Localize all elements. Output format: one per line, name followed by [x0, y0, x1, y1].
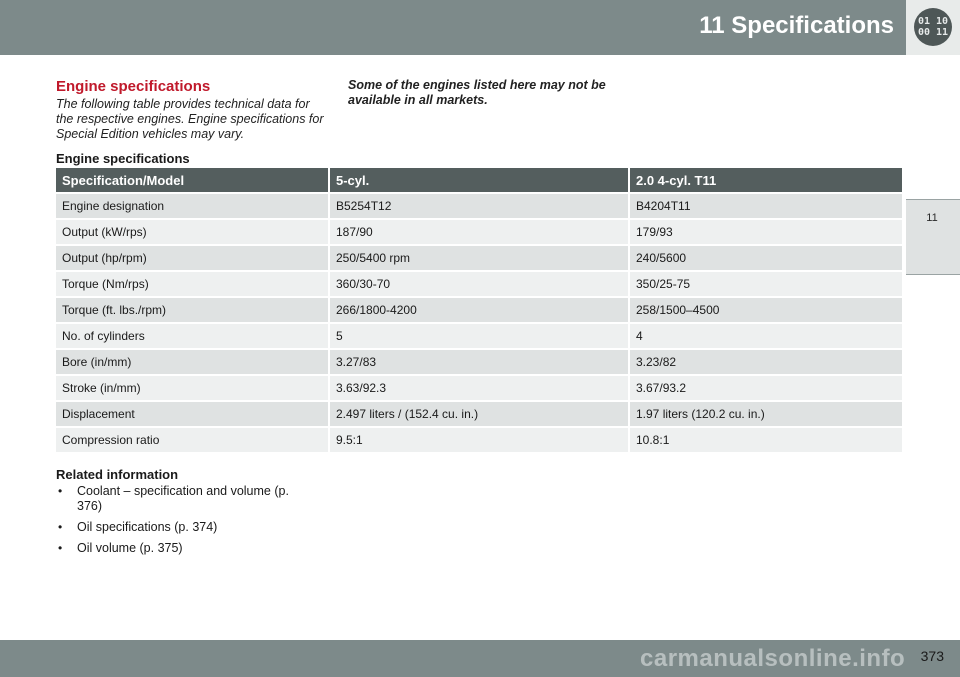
- table-cell: Torque (Nm/rps): [56, 272, 328, 296]
- table-row: [56, 428, 902, 452]
- related-info-link[interactable]: Coolant – specification and volume (p. 376): [77, 484, 289, 513]
- table-row: [56, 324, 902, 348]
- chapter-title: 11 Specifications: [699, 12, 894, 39]
- related-info-list: [56, 484, 316, 562]
- table-row: [56, 376, 902, 400]
- specifications-chapter-icon: [914, 8, 952, 46]
- table-cell: Stroke (in/mm): [56, 376, 328, 400]
- engine-spec-table: [54, 166, 904, 454]
- table-cell: B4204T11: [630, 194, 902, 218]
- table-cell: 9.5:1: [330, 428, 628, 452]
- chapter-side-tab-label: 11: [926, 212, 938, 224]
- related-info-item: [56, 541, 316, 556]
- related-info-link[interactable]: Oil specifications (p. 374): [77, 520, 218, 534]
- table-cell: 240/5600: [630, 246, 902, 270]
- table-cell: Compression ratio: [56, 428, 328, 452]
- table-cell: 3.67/93.2: [630, 376, 902, 400]
- table-cell: B5254T12: [330, 194, 628, 218]
- table-cell: Displacement: [56, 402, 328, 426]
- icon-digits: 01 10 00 11: [917, 16, 949, 38]
- table-cell: 10.8:1: [630, 428, 902, 452]
- table-cell: Engine designation: [56, 194, 328, 218]
- related-info-item: [56, 484, 316, 514]
- table-row: [56, 246, 902, 270]
- table-cell: Bore (in/mm): [56, 350, 328, 374]
- table-cell: Output (kW/rps): [56, 220, 328, 244]
- section-heading: Engine specifications: [56, 78, 211, 95]
- column-header: 2.0 4-cyl. T11: [630, 168, 902, 192]
- table-cell: 250/5400 rpm: [330, 246, 628, 270]
- table-cell: 4: [630, 324, 902, 348]
- table-cell: 360/30-70: [330, 272, 628, 296]
- availability-note: Some of the engines listed here may not be available in all markets.: [348, 78, 606, 107]
- table-cell: 3.63/92.3: [330, 376, 628, 400]
- column-header: 5-cyl.: [330, 168, 628, 192]
- table-header-row: [56, 168, 902, 192]
- table-cell: 1.97 liters (120.2 cu. in.): [630, 402, 902, 426]
- table-cell: 3.23/82: [630, 350, 902, 374]
- table-cell: 350/25-75: [630, 272, 902, 296]
- table-row: [56, 402, 902, 426]
- table-row: [56, 194, 902, 218]
- table-cell: 5: [330, 324, 628, 348]
- page-number: 373: [920, 648, 944, 664]
- watermark: carmanualsonline.info: [640, 645, 906, 672]
- table-cell: 258/1500–4500: [630, 298, 902, 322]
- header-icon-box: [906, 0, 960, 55]
- intro-paragraph: The following table provides technical data for the respective engines. Engine specifications for Special Edition vehicles may vary.: [56, 97, 324, 141]
- table-title: Engine specifications: [56, 151, 190, 166]
- table-cell: 2.497 liters / (152.4 cu. in.): [330, 402, 628, 426]
- bullet-icon: •: [58, 541, 63, 555]
- chapter-side-tab[interactable]: [906, 199, 960, 275]
- table-cell: Output (hp/rpm): [56, 246, 328, 270]
- table-cell: Torque (ft. lbs./rpm): [56, 298, 328, 322]
- table-cell: 187/90: [330, 220, 628, 244]
- related-info-link[interactable]: Oil volume (p. 375): [77, 541, 183, 555]
- table-row: [56, 220, 902, 244]
- table-cell: 3.27/83: [330, 350, 628, 374]
- table-row: [56, 272, 902, 296]
- table-row: [56, 350, 902, 374]
- related-info-heading: Related information: [56, 467, 179, 482]
- side-strip: [906, 55, 960, 640]
- bullet-icon: •: [58, 520, 63, 534]
- table-cell: No. of cylinders: [56, 324, 328, 348]
- related-info-item: [56, 520, 316, 535]
- table-row: [56, 298, 902, 322]
- column-header: Specification/Model: [56, 168, 328, 192]
- table-cell: 179/93: [630, 220, 902, 244]
- table-cell: 266/1800-4200: [330, 298, 628, 322]
- bullet-icon: •: [58, 484, 63, 498]
